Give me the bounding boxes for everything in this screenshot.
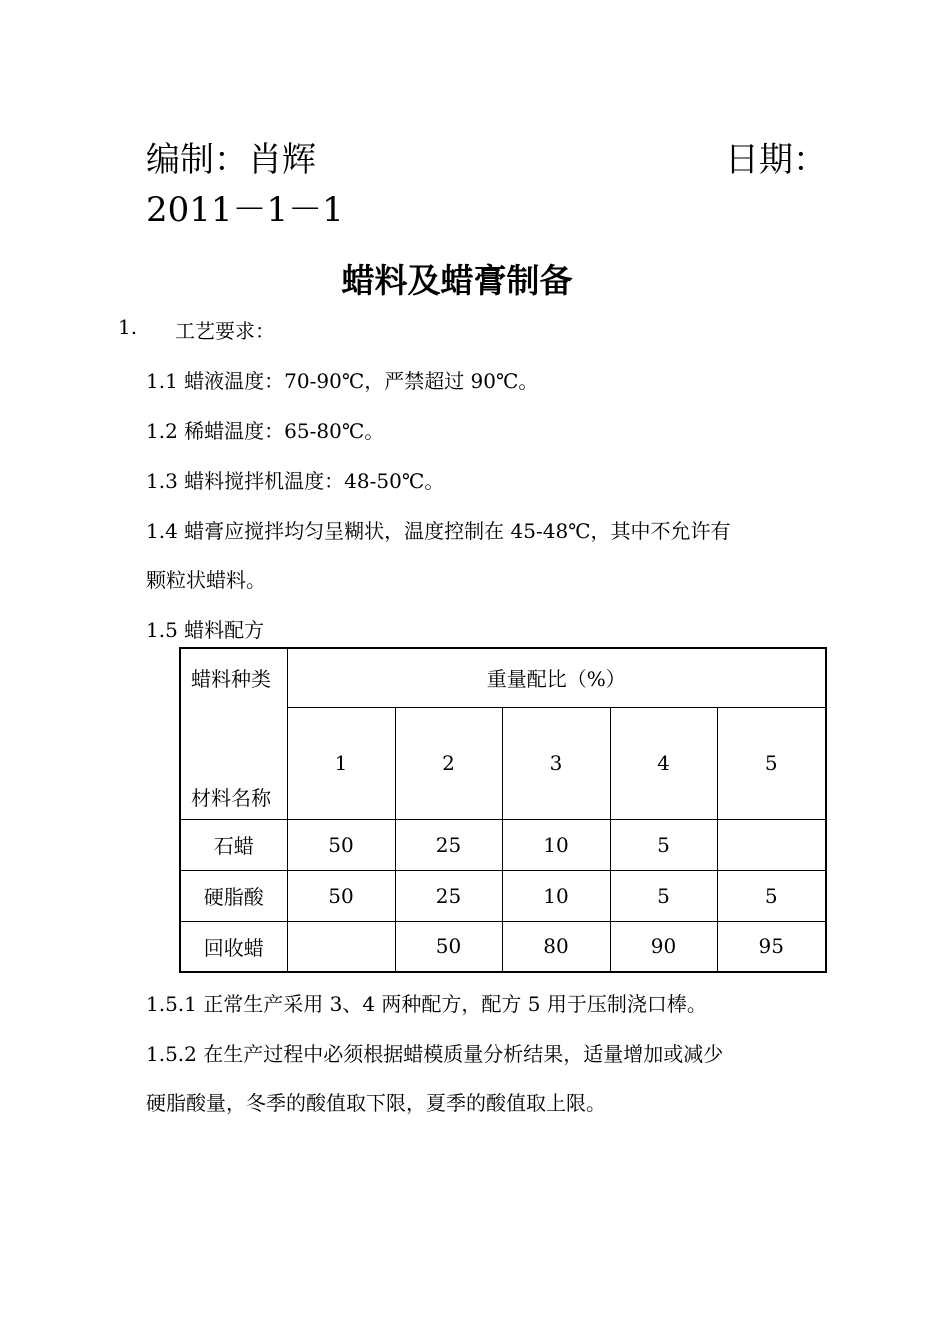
document-title: 蜡料及蜡膏制备 (341, 261, 573, 300)
date-value: 2011－1－1 (146, 190, 344, 230)
table-cell: 50 (395, 921, 502, 972)
table-cell: 10 (502, 870, 610, 921)
author-line: 编制：肖辉 (146, 140, 316, 180)
table-cell (287, 921, 395, 972)
column-header: 3 (502, 707, 610, 819)
table-cell: 5 (610, 870, 717, 921)
section-heading: 工艺要求： (175, 319, 275, 343)
table-cell: 95 (717, 921, 826, 972)
wax-recipe-table (179, 647, 827, 973)
column-header: 1 (287, 707, 395, 819)
table-cell: 80 (502, 921, 610, 972)
table-cell: 50 (287, 819, 395, 870)
table-cell (717, 819, 826, 870)
paragraph-1-5-1: 1.5.1 正常生产采用 3、4 两种配方，配方 5 用于压制浇口棒。 (146, 992, 707, 1016)
paragraph-1-2: 1.2 稀蜡温度：65-80℃。 (146, 419, 385, 443)
row-label: 硬脂酸 (180, 870, 287, 921)
group-header: 重量配比（%） (287, 648, 826, 707)
paragraph-1-4-line2: 颗粒状蜡料。 (146, 568, 266, 592)
table-row (180, 921, 826, 972)
column-header: 5 (717, 707, 826, 819)
section-number: 1. (118, 315, 138, 339)
paragraph-1-4-line1: 1.4 蜡膏应搅拌均匀呈糊状，温度控制在 45-48℃，其中不允许有 (146, 519, 731, 543)
row-label: 回收蜡 (180, 921, 287, 972)
corner-top-label: 蜡料种类 (191, 667, 271, 691)
table-row (180, 870, 826, 921)
date-label: 日期： (725, 140, 827, 180)
table-cell: 5 (610, 819, 717, 870)
table-cell: 25 (395, 819, 502, 870)
paragraph-1-5-2-line1: 1.5.2 在生产过程中必须根据蜡模质量分析结果，适量增加或减少 (146, 1042, 724, 1066)
corner-bottom-label: 材料名称 (191, 785, 271, 810)
table-cell: 25 (395, 870, 502, 921)
table-cell: 5 (717, 870, 826, 921)
paragraph-1-3: 1.3 蜡料搅拌机温度：48-50℃。 (146, 469, 445, 493)
row-label: 石蜡 (180, 819, 287, 870)
table-cell: 50 (287, 870, 395, 921)
paragraph-1-1: 1.1 蜡液温度：70-90℃，严禁超过 90℃。 (146, 369, 539, 393)
table-cell: 10 (502, 819, 610, 870)
column-header: 4 (610, 707, 717, 819)
table-cell: 90 (610, 921, 717, 972)
paragraph-1-5: 1.5 蜡料配方 (146, 618, 265, 642)
paragraph-1-5-2-line2: 硬脂酸量，冬季的酸值取下限，夏季的酸值取上限。 (146, 1091, 606, 1115)
table-corner-cell (180, 648, 287, 819)
table-row (180, 819, 826, 870)
column-header: 2 (395, 707, 502, 819)
